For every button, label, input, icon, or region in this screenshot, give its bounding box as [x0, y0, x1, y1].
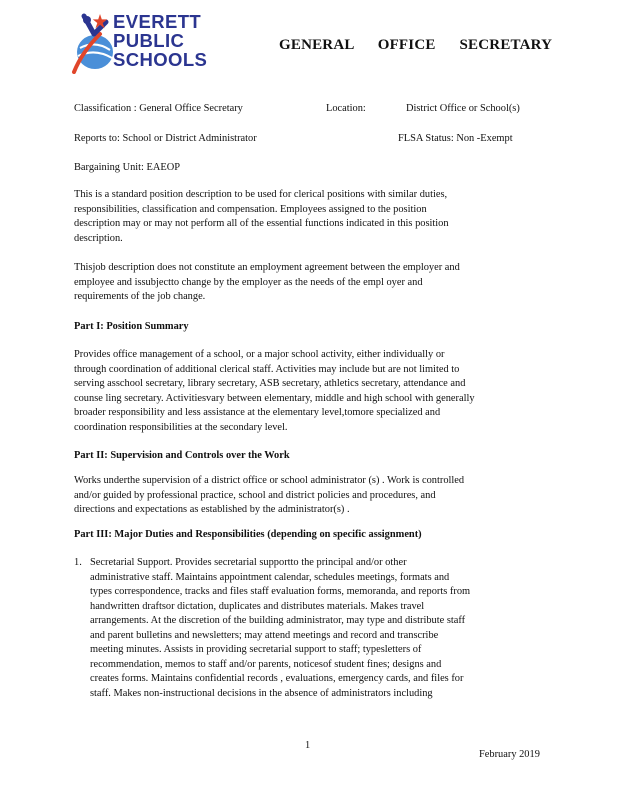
text-line: through coordination of additional clerical staff. Activities may include but are not limited to — [74, 363, 460, 375]
text-line: Secretarial Support. Provides secretarial supportto the principal and/or other — [90, 557, 407, 568]
text-line: arrangements. At the discretion of the building administrator, may type and distribute staff — [90, 615, 466, 626]
text-line: meeting minutes. Assists in providing secretarial support to staff; typesletters of — [90, 644, 422, 655]
part-2-body — [74, 474, 544, 518]
part-1-heading: Part I: Position Summary — [74, 321, 189, 332]
footer-date: February 2019 — [479, 749, 540, 760]
logo-line-3: SCHOOLS — [113, 49, 208, 70]
logo-line-1: EVERETT — [113, 11, 202, 32]
text-line: types correspondence, tracks and files staff evaluation forms, memoranda, and reports from — [90, 586, 471, 597]
text-line: coordination responsibilities at the secondary level. — [74, 421, 288, 433]
part-1-body — [74, 348, 544, 435]
text-line: responsibilities, classification and compensation. Employees assigned to the position — [74, 203, 427, 215]
logo-figure-icon — [70, 12, 114, 74]
bargaining-unit: Bargaining Unit: EAEOP — [74, 162, 181, 173]
logo-text — [113, 12, 207, 69]
text-line: counse ling secretary. Activitiesvary between elementary, middle and high school with generally — [74, 392, 475, 404]
text-line: employee and issubjectto change by the employer as the needs of the empl oyer and — [74, 276, 423, 288]
text-line: broader responsibility and less assistance at the elementary level,tomore specialized and — [74, 407, 441, 418]
text-line: staff. Makes non-instructional decisions in the absence of administrators including — [90, 687, 433, 699]
text-line: description may or may not perform all of the essential functions indicated in this position — [74, 218, 449, 229]
reports-to: Reports to: School or District Administrator — [74, 133, 257, 144]
text-line: handwritten draftsor dictation, duplicates and distributes materials. Makes travel — [90, 600, 425, 612]
text-line: Works underthe supervision of a district office or school administrator (s) . Work is controlled — [74, 475, 465, 486]
logo-line-2: PUBLIC — [113, 30, 185, 51]
text-line: description. — [74, 232, 123, 244]
text-line: Provides office management of a school, or a major school activity, either individually or — [74, 349, 445, 360]
text-line: creates forms. Maintains confidential records , evaluations, emergency cards, and files for — [90, 673, 464, 684]
text-line: This is a standard position description to be used for clerical positions with similar duties, — [74, 189, 448, 200]
text-line: and/or guided by professional practice, school and district policies and procedures, and — [74, 489, 436, 501]
page-number: 1 — [305, 740, 311, 751]
document-title: GENERAL OFFICE SECRETARY — [279, 37, 553, 53]
text-line: serving asschool secretary, library secretary, ASB secretary, athletics secretary, attendance and — [74, 378, 466, 389]
flsa-status: FLSA Status: Non -Exempt — [398, 133, 513, 144]
text-line: requirements of the job change. — [74, 291, 206, 302]
text-line: administrative staff. Maintains appointment calendar, schedules meetings, formats and — [90, 571, 450, 583]
district-logo — [70, 10, 240, 80]
text-line: recommendation, memos to staff and/or parents, noticesof student fines; designs and — [90, 658, 442, 670]
text-line: and parent bulletins and newsletters; may attend meetings and record and transcribe — [90, 629, 439, 641]
part-2-heading: Part II: Supervision and Controls over the Work — [74, 450, 290, 461]
text-line: directions and expectations as established by the administrator(s) . — [74, 504, 350, 515]
location-value: District Office or School(s) — [406, 103, 520, 114]
classification: Classification : General Office Secretary — [74, 103, 243, 114]
list-item-number: 1. — [74, 557, 82, 568]
text-line: Thisjob description does not constitute an employment agreement between the employer and — [74, 262, 460, 273]
part-3-heading: Part III: Major Duties and Responsibilities (depending on specific assignment) — [74, 529, 422, 540]
location-label: Location: — [326, 103, 366, 114]
intro-paragraph-1 — [74, 188, 544, 246]
intro-paragraph-2 — [74, 261, 544, 305]
list-item-body — [90, 556, 550, 701]
